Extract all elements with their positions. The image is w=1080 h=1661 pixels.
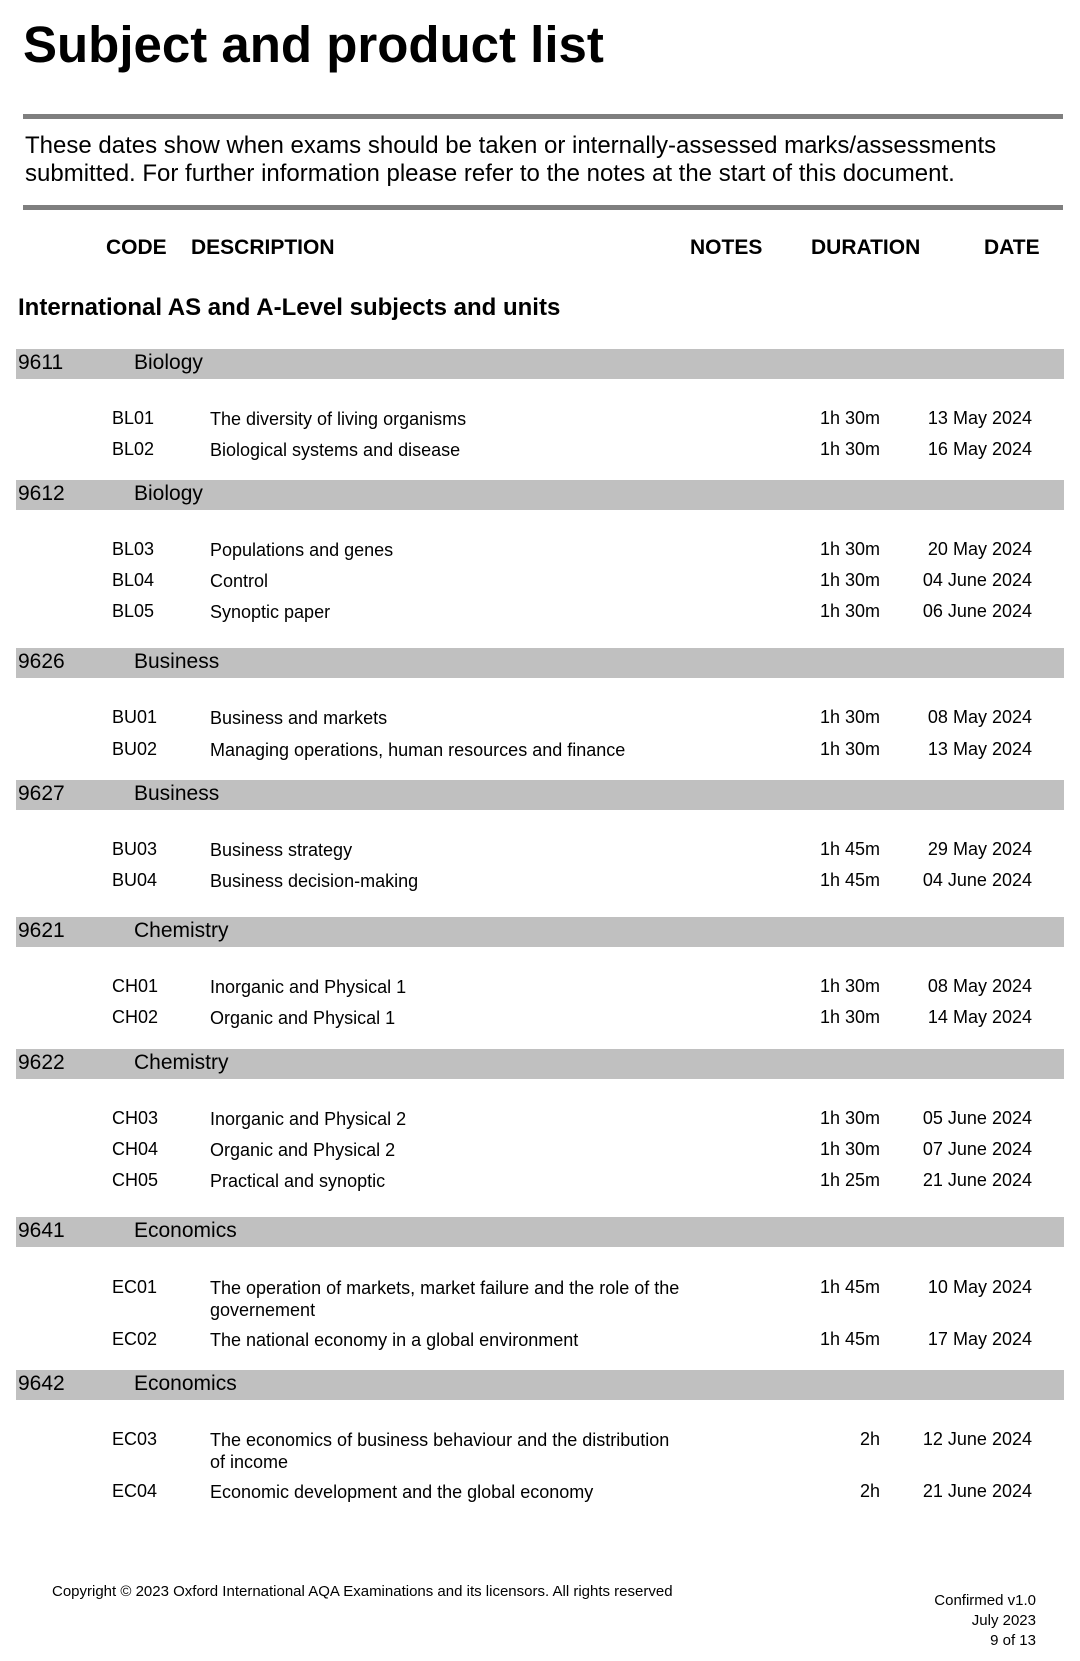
unit-code: BU04 xyxy=(112,870,158,890)
unit-date: 10 May 2024 xyxy=(927,1277,1032,1297)
subject-code: 9641 xyxy=(18,1219,65,1242)
unit-duration: 1h 30m xyxy=(819,1108,880,1128)
column-header-duration: DURATION xyxy=(811,236,921,259)
unit-description: Managing operations, human resources and finance xyxy=(210,740,626,760)
unit-code: BL05 xyxy=(112,601,155,621)
unit-date: 21 June 2024 xyxy=(922,1481,1032,1501)
subject-code: 9622 xyxy=(18,1051,65,1074)
page-title: Subject and product list xyxy=(23,16,604,73)
publication-date: July 2023 xyxy=(971,1612,1036,1629)
unit-duration: 1h 30m xyxy=(819,1139,880,1159)
unit-date: 08 May 2024 xyxy=(927,976,1032,996)
document-status xyxy=(934,1591,1036,1651)
subject-code: 9611 xyxy=(18,351,64,374)
unit-date: 12 June 2024 xyxy=(922,1429,1032,1449)
header-divider xyxy=(23,205,1063,210)
unit-date: 07 June 2024 xyxy=(922,1139,1032,1159)
version-label: Confirmed v1.0 xyxy=(934,1592,1036,1609)
unit-duration: 2h xyxy=(859,1481,880,1501)
unit-duration: 2h xyxy=(859,1429,880,1449)
subject-header xyxy=(16,648,1064,678)
unit-code: BL01 xyxy=(112,408,155,428)
unit-duration: 1h 25m xyxy=(819,1170,880,1190)
page-number: 9 of 13 xyxy=(990,1632,1036,1649)
unit-description: Organic and Physical 2 xyxy=(210,1140,396,1160)
unit-date: 06 June 2024 xyxy=(922,601,1032,621)
subject-header xyxy=(16,1370,1064,1400)
unit-code: CH02 xyxy=(112,1007,159,1027)
unit-duration: 1h 45m xyxy=(819,1329,880,1349)
unit-date: 20 May 2024 xyxy=(927,539,1032,559)
subject-code: 9642 xyxy=(18,1372,65,1395)
unit-description: The economics of business behaviour and the distribution of income xyxy=(210,1430,670,1472)
unit-code: EC02 xyxy=(112,1329,158,1349)
unit-code: BL02 xyxy=(112,439,155,459)
unit-code: BU03 xyxy=(112,839,158,859)
unit-duration: 1h 45m xyxy=(819,870,880,890)
subject-header xyxy=(16,1049,1064,1079)
unit-description: Biological systems and disease xyxy=(210,440,461,460)
unit-description: The diversity of living organisms xyxy=(210,409,467,429)
unit-duration: 1h 30m xyxy=(819,439,880,459)
unit-duration: 1h 30m xyxy=(819,408,880,428)
subject-name: Biology xyxy=(134,482,203,505)
unit-duration: 1h 30m xyxy=(819,570,880,590)
unit-duration: 1h 30m xyxy=(819,707,880,727)
unit-code: EC03 xyxy=(112,1429,158,1449)
intro-text: These dates show when exams should be taken or internally-assessed marks/assessments submitted. For further information please refer to the notes at the start of this document. xyxy=(25,132,997,187)
unit-description: Inorganic and Physical 1 xyxy=(210,977,407,997)
unit-code: BU01 xyxy=(112,707,158,727)
unit-duration: 1h 30m xyxy=(819,539,880,559)
copyright-notice: Copyright © 2023 Oxford International AQA Examinations and its licensors. All rights reserved xyxy=(52,1583,673,1600)
unit-duration: 1h 45m xyxy=(819,1277,880,1297)
unit-description: Business strategy xyxy=(210,840,353,860)
subject-header xyxy=(16,349,1064,379)
unit-duration: 1h 30m xyxy=(819,1007,880,1027)
unit-code: BL04 xyxy=(112,570,155,590)
subject-name: Economics xyxy=(134,1372,237,1395)
subject-code: 9626 xyxy=(18,650,65,673)
top-divider xyxy=(23,114,1063,119)
column-header-date: DATE xyxy=(984,236,1040,259)
subject-name: Business xyxy=(134,782,220,805)
subject-code: 9621 xyxy=(18,919,65,942)
subject-name: Business xyxy=(134,650,220,673)
unit-description: The operation of markets, market failure and the role of the governement xyxy=(210,1278,680,1320)
subject-header xyxy=(16,780,1064,810)
unit-date: 14 May 2024 xyxy=(927,1007,1032,1027)
unit-date: 04 June 2024 xyxy=(922,870,1032,890)
unit-code: EC04 xyxy=(112,1481,158,1501)
unit-description: The national economy in a global environment xyxy=(210,1330,579,1350)
unit-description: Practical and synoptic xyxy=(210,1171,386,1191)
unit-date: 29 May 2024 xyxy=(927,839,1032,859)
unit-description: Control xyxy=(210,571,269,591)
unit-description: Organic and Physical 1 xyxy=(210,1008,396,1028)
unit-description: Inorganic and Physical 2 xyxy=(210,1109,407,1129)
column-header-notes: NOTES xyxy=(690,236,763,259)
unit-date: 04 June 2024 xyxy=(922,570,1032,590)
unit-code: BL03 xyxy=(112,539,155,559)
unit-date: 21 June 2024 xyxy=(922,1170,1032,1190)
subject-header xyxy=(16,1217,1064,1247)
unit-date: 13 May 2024 xyxy=(927,739,1032,759)
section-title: International AS and A-Level subjects and units xyxy=(18,294,561,321)
unit-duration: 1h 30m xyxy=(819,601,880,621)
subject-name: Chemistry xyxy=(134,919,229,942)
unit-code: CH04 xyxy=(112,1139,159,1159)
unit-code: CH03 xyxy=(112,1108,159,1128)
subject-header xyxy=(16,480,1064,510)
column-header-description: DESCRIPTION xyxy=(191,236,335,259)
subject-name: Chemistry xyxy=(134,1051,229,1074)
unit-description: Business decision-making xyxy=(210,871,419,891)
unit-date: 16 May 2024 xyxy=(927,439,1032,459)
subject-code: 9612 xyxy=(18,482,65,505)
unit-date: 17 May 2024 xyxy=(927,1329,1032,1349)
unit-date: 13 May 2024 xyxy=(927,408,1032,428)
subject-name: Biology xyxy=(134,351,203,374)
unit-description: Populations and genes xyxy=(210,540,394,560)
subject-header xyxy=(16,917,1064,947)
unit-code: BU02 xyxy=(112,739,158,759)
unit-duration: 1h 30m xyxy=(819,976,880,996)
unit-date: 05 June 2024 xyxy=(922,1108,1032,1128)
unit-description: Economic development and the global economy xyxy=(210,1482,594,1502)
unit-code: EC01 xyxy=(112,1277,158,1297)
unit-duration: 1h 30m xyxy=(819,739,880,759)
unit-description: Synoptic paper xyxy=(210,602,331,622)
unit-duration: 1h 45m xyxy=(819,839,880,859)
unit-date: 08 May 2024 xyxy=(927,707,1032,727)
unit-code: CH01 xyxy=(112,976,159,996)
subject-code: 9627 xyxy=(18,782,65,805)
unit-description: Business and markets xyxy=(210,708,388,728)
column-header-code: CODE xyxy=(106,236,167,259)
subject-name: Economics xyxy=(134,1219,237,1242)
unit-code: CH05 xyxy=(112,1170,159,1190)
